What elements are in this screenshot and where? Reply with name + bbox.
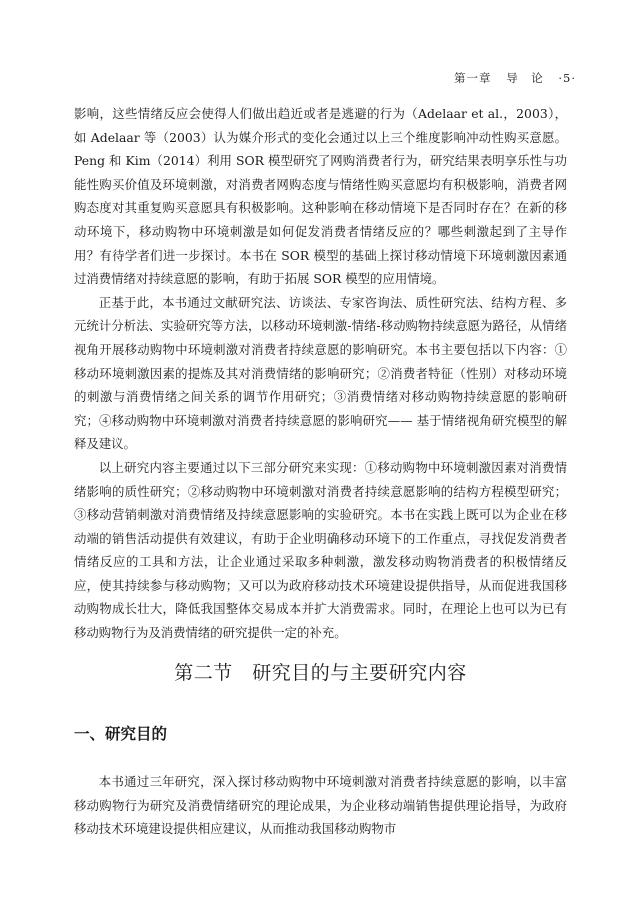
subsection-body xyxy=(74,770,567,841)
chapter-title: 导 论 xyxy=(506,71,544,85)
chapter-label: 第一章 xyxy=(454,71,492,85)
paragraph: 本书通过三年研究，深入探讨移动购物中环境刺激对消费者持续意愿的影响，以丰富移动购物行为研究及消费情绪研究的理论成果，为企业移动端销售提供理论指导，为政府移动技术环境建设提供相应建议，从而推动我国移动购物市 xyxy=(74,774,567,837)
running-head xyxy=(444,70,576,86)
paragraph: 正基于此，本书通过文献研究法、访谈法、专家咨询法、质性研究法、结构方程、多元统计分析法、实验研究等方法，以移动环境刺激-情绪-移动购物持续意愿为路径，从情绪视角开展移动购物中环境刺激对消费者持续意愿的影响研究。本书主要包括以下内容：①移动环境刺激因素的提炼及其对消费情绪的影响研究；②消费者特征（性别）对移动环境的刺激与消费情绪之间关系的调节作用研究；③消费情绪对移动购物持续意愿的影响研究；④移动购物中环境刺激对消费者持续意愿的影响研究—— 基于情绪视角研究模型的解释及建议。 xyxy=(74,294,567,452)
page-number: ·5· xyxy=(558,71,576,85)
section-heading: 第二节 研究目的与主要研究内容 xyxy=(174,662,467,684)
body-text xyxy=(74,102,567,645)
subsection-heading: 一、研究目的 xyxy=(74,725,168,743)
paragraph-continued: 影响，这些情绪反应会使得人们做出趋近或者是逃避的行为（Adelaar et al.，2003），如 Adelaar 等（2003）认为媒介形式的变化会通过以上三个维度影响冲动性购买意愿。Peng 和 Kim（2014）利用 SOR 模型研究了网购消费者行为，研究结果表明享乐性与功能性购买价值及环境刺激，对消费者网购态度与情绪性购买意愿均有积极影响，消费者网购态度对其重复购买意愿具有积极影响。这种影响在移动情境下是否同时存在？在新的移动环境下，移动购物中环境刺激是如何促发消费者情绪反应的？哪些刺激起到了主导作用？有待学者们进一步探讨。本书在 SOR 模型的基础上探讨移动情境下环境刺激因素通过消费情绪对持续意愿的影响，有助于拓展 SOR 模型的应用情境。 xyxy=(74,106,567,287)
paragraph: 以上研究内容主要通过以下三部分研究来实现：①移动购物中环境刺激因素对消费情绪影响的质性研究；②移动购物中环境刺激对消费者持续意愿影响的结构方程模型研究；③移动营销刺激对消费情绪及持续意愿影响的实验研究。本书在实践上既可以为企业在移动端的销售活动提供有效建议，有助于企业明确移动环境下的工作重点，寻找促发消费者情绪反应的工具和方法，让企业通过采取多种刺激，激发移动购物消费者的积极情绪反应，使其持续参与移动购物；又可以为政府移动技术环境建设提供指导，从而促进我国移动购物成长壮大，降低我国整体交易成本并扩大消费需求。同时，在理论上也可以为已有移动购物行为及消费情绪的研究提供一定的补充。 xyxy=(74,459,567,641)
